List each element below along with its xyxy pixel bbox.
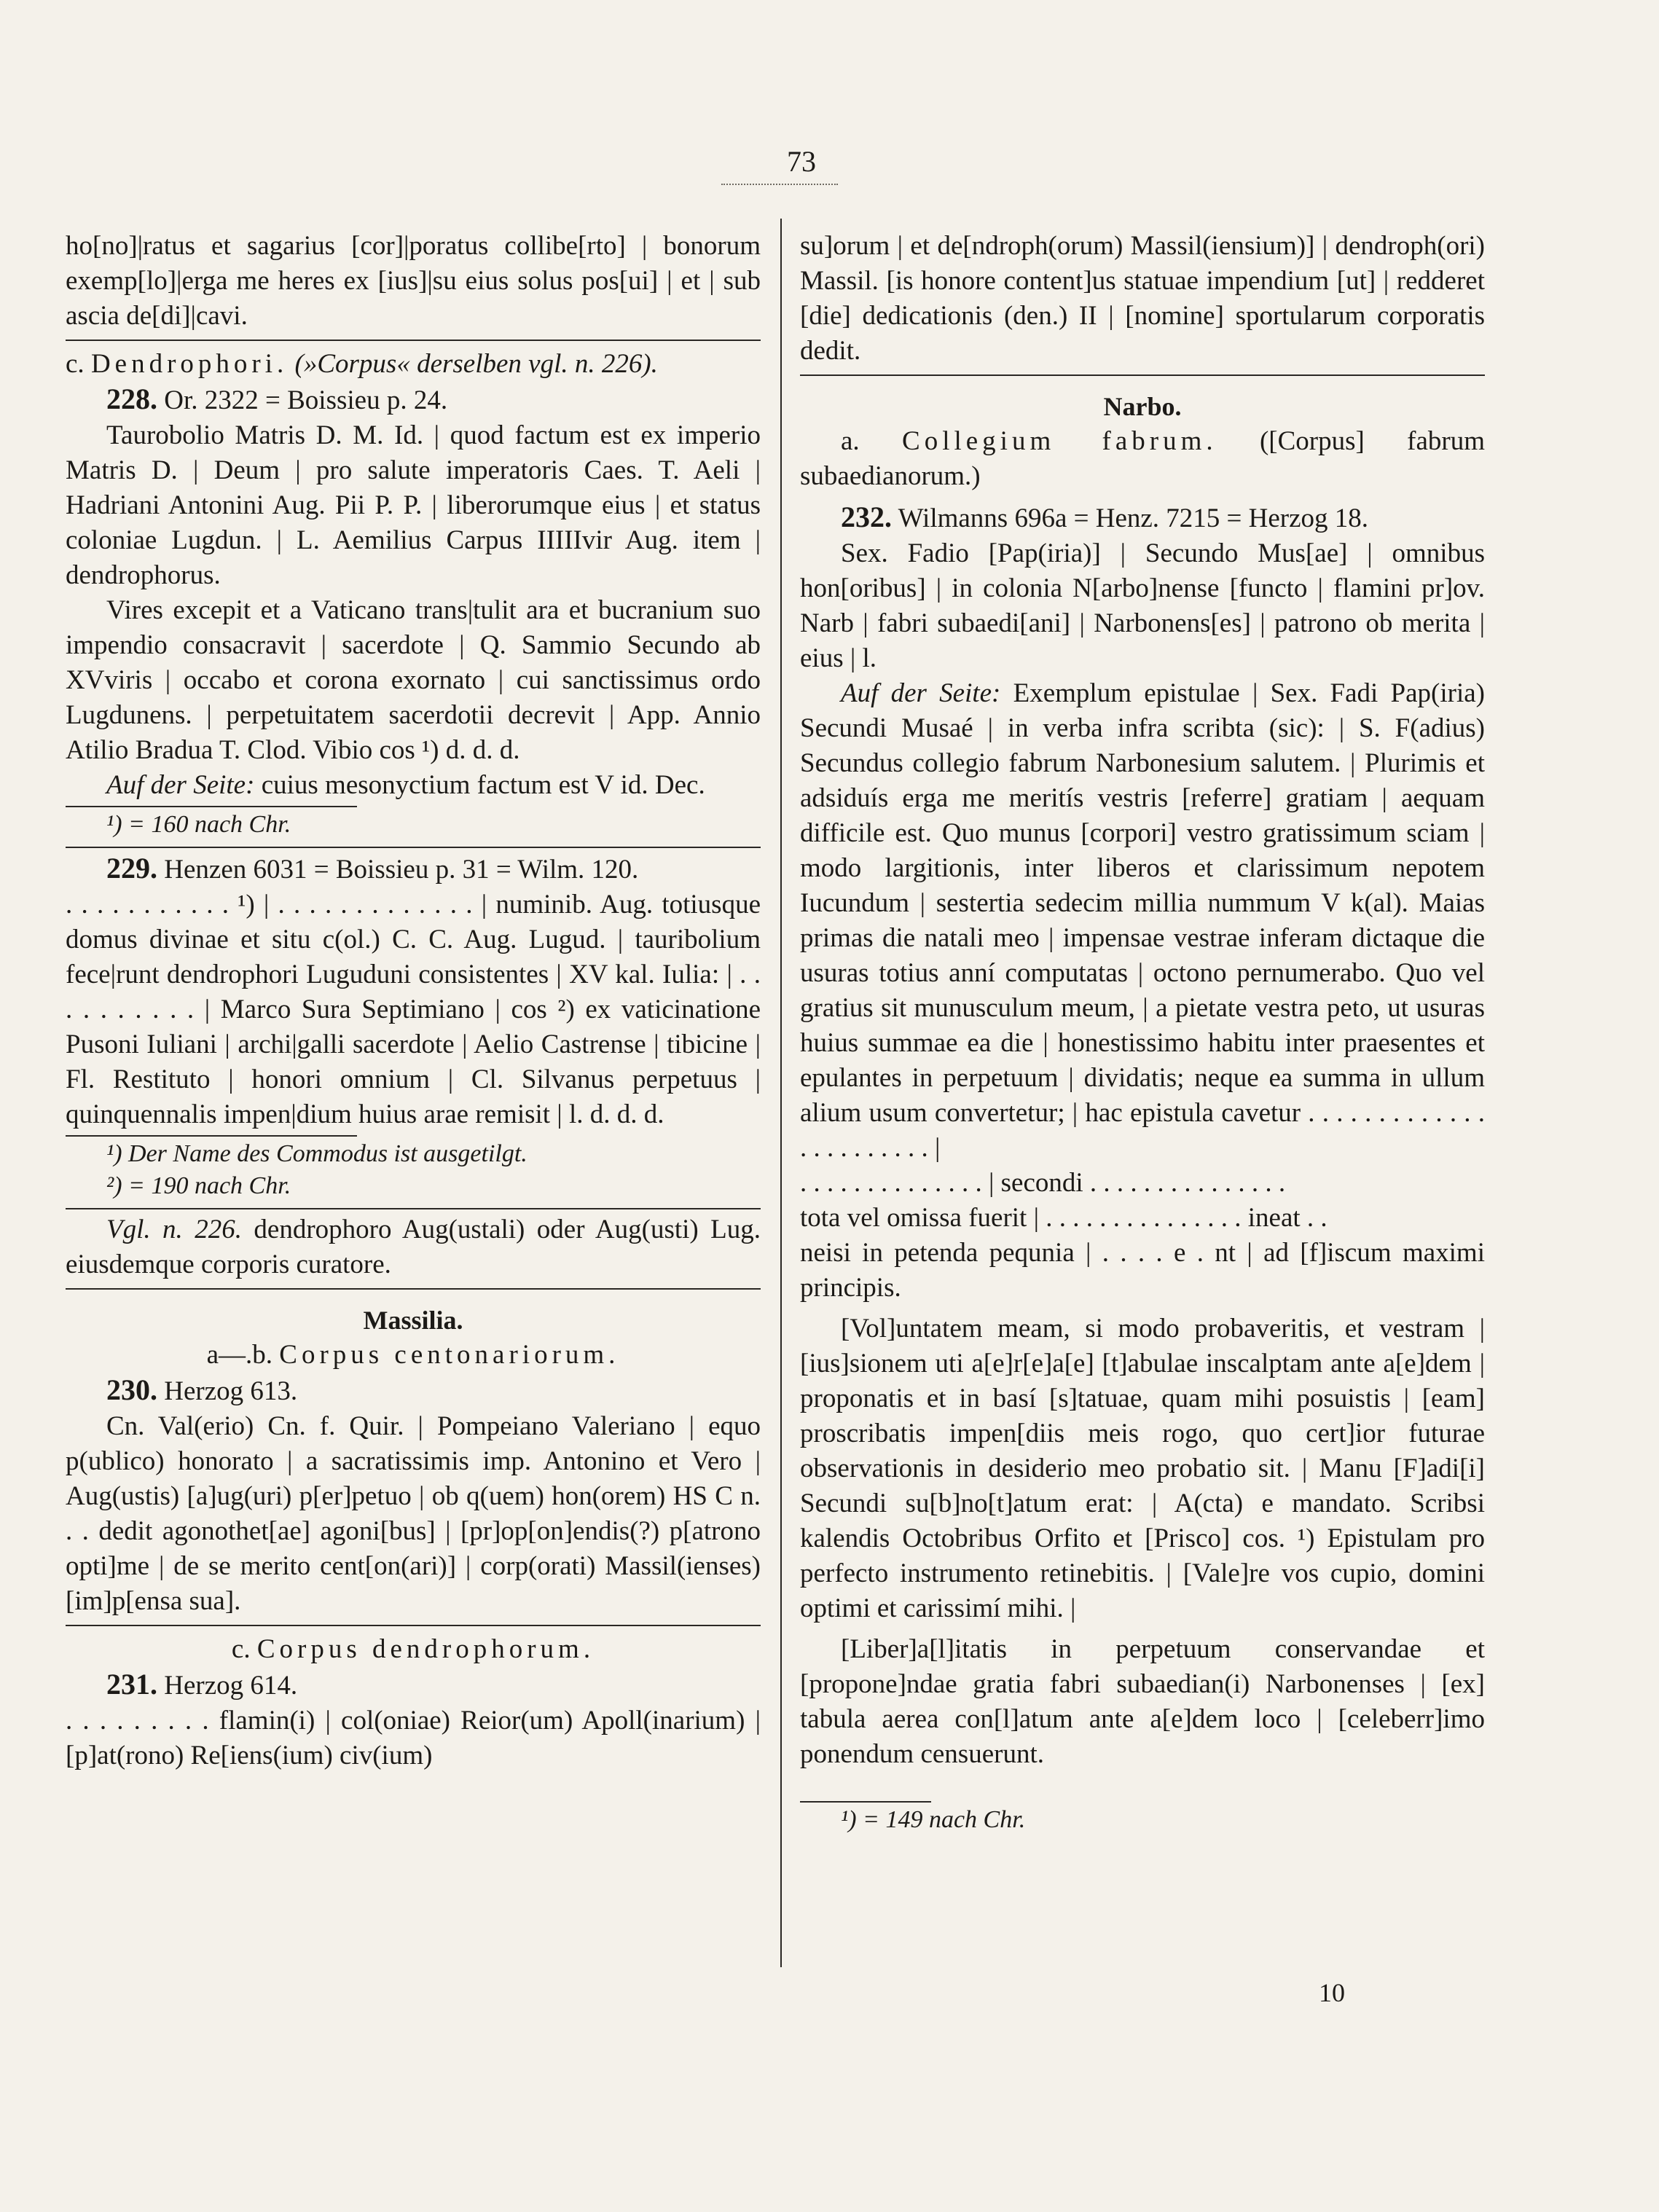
entry-231-text: . . . . . . . . . flamin(i) | col(oniae) Reior(um) Apoll(inarium) | [p]at(rono) Re[iens(ium) civ(ium) — [66, 1706, 761, 1770]
side-label: Auf der Seite: — [106, 770, 255, 800]
divider — [66, 340, 761, 341]
entry-reference: Herzog 613. — [164, 1376, 298, 1406]
entry-reference: Or. 2322 = Boissieu p. 24. — [164, 385, 448, 415]
entry-reference: Henzen 6031 = Boissieu p. 31 = Wilm. 120. — [164, 855, 639, 885]
section-label: a. — [841, 426, 860, 456]
entry-reference: Wilmanns 696a = Henz. 7215 = Herzog 18. — [898, 503, 1369, 533]
entry-number: 231. — [106, 1668, 157, 1701]
section-label: c. — [66, 349, 85, 379]
entry-229-header — [66, 851, 761, 887]
entry-reference: Herzog 614. — [164, 1671, 298, 1701]
divider — [66, 1288, 761, 1290]
entry-number: 228. — [106, 383, 157, 415]
entry-232-paragraph-2: [Vol]untatem meam, si modo probaveritis, et vestram | [ius]sionem uti a[e]r[e]a[e] [t]abulae inscalptam ante a[e]dem | proponatis et in basí [s]tatuae, quam mihi posuistis | [eam] proscribatis impen[diis meis rogo, quo cert]ior futurae observationis in desiderio meo probatio sit. | Manu [F]adi[i] Secundi su[b]no[t]atum erat: | A(cta) e mandato. Scribsi kalendis Octobribus Orfito et [Prisco] cos. ¹) Epistulam pro perfecto instrumento retinebitis. | [Vale]re vos cupio, domini optimi et carissimí mihi. | — [800, 1314, 1485, 1623]
place-heading-narbo: Narbo. — [1103, 392, 1182, 421]
page-number-ornament — [721, 184, 838, 189]
footnote-232: ¹) = 149 nach Chr. — [841, 1806, 1026, 1833]
cross-reference-text: dendrophoro Aug(ustali) oder Aug(usti) Lug. eiusdemque corporis curatore. — [66, 1215, 761, 1279]
sheet-signature: 10 — [1319, 1978, 1345, 2007]
entry-number: 232. — [841, 501, 892, 533]
entry-232-gap-line-1: . . . . . . . . . . . . . . | secondi . . . . . . . . . . . . . . . — [800, 1168, 1286, 1198]
footnote-229a: ¹) Der Name des Commodus ist ausgetilgt. — [106, 1140, 527, 1167]
entry-230-header — [66, 1373, 761, 1409]
footnote-228: ¹) = 160 nach Chr. — [106, 811, 291, 838]
section-label: c. — [231, 1634, 251, 1664]
entry-232-gap-line-3: neisi in petenda pequnia | . . . . e . nt | ad [f]iscum maximi principis. — [800, 1238, 1485, 1303]
side-text: Exemplum epistulae | Sex. Fadi Pap(iria) Secundi Musaé | in verba infra scribta (sic): | S. F(adius) Secundus collegio fabrum Narbonesium salutem. | Plurimis et adsiduís erga me meritís vestris [referre] gratiam | aequam difficile est. Quo munus [corpori] vestro gratissimum sciam | modo largitionis, inter liberos et clarissimum nepotem Iucundum | sestertia sedecim millia nummum V k(al). Maias primas die natali meo | impensae vestrae inferam dictaque die usuras totius anní computatas | octono pernumerabo. Quo vel gratius sit munusculum meum, | a pietate vestra peto, ut usuras huius summae ea die | honestissimo habitu inter praesentes et epulantes in perpetuum | dividatis; neque ea summa in ullum alium usum convertetur; | hac epistula cavetur . . . . . . . . . . . . . . . . . . . . . . . | — [800, 678, 1485, 1163]
place-heading-massilia: Massilia. — [363, 1306, 463, 1335]
cross-reference — [66, 1212, 761, 1282]
entry-232-gap-line-2: tota vel omissa fuerit | . . . . . . . . . . . . . . . ineat . . — [800, 1203, 1327, 1233]
section-heading-dendrophori — [66, 347, 761, 382]
entry-232-header — [800, 500, 1485, 536]
section-title: Corpus dendrophorum. — [256, 1634, 595, 1664]
entry-number: 229. — [106, 852, 157, 885]
divider — [66, 847, 761, 848]
right-column — [800, 229, 1485, 1836]
entry-230-text: Cn. Val(erio) Cn. f. Quir. | Pompeiano Valeriano | equo p(ublico) honorato | a sacratissimis imp. Antonino et Vero | Aug(ustis) [a]ug(uri) p[er]petuo | ob q(uem) hon(orem) HS C n. . . dedit agonothet[ae] agoni[bus] | [pr]op[on]endis(?) p[atrono opti]me | de se merito cent[on(ari)] | corp(orati) Massil(ienses) [im]p[ensa sua]. — [66, 1411, 761, 1616]
side-label: Auf der Seite: — [841, 678, 1001, 708]
page-number: 73 — [787, 145, 816, 178]
section-label: a—.b. — [206, 1340, 273, 1370]
entry-229-text: . . . . . . . . . . . ¹) | . . . . . . . . . . . . . | numinib. Aug. totiusque domus divinae et situ c(ol.) C. C. Aug. Lugud. | tauribolium fece|runt dendrophori Luguduni consistentes | XV kal. Iulia: | . . . . . . . . . . | Marco Sura Septimiano | cos ²) ex vaticinatione Pusoni Iuliani | archi|galli sacerdote | Aelio Castrense | tibicine | Fl. Restituto | honori omnium | Cl. Silvanus perpetuus | quinquennalis impen|dium huius arae remisit | l. d. d. d. — [66, 890, 761, 1129]
divider — [800, 374, 1485, 376]
entry-228-text-2: Vires excepit et a Vaticano trans|tulit ara et bucranium suo impendio consacravit | sacerdote | Q. Sammio Secundo ab XVviris | occabo et corona exornato | cui sanctissimus ordo Lugdunens. | perpetuitatem sacerdotii decrevit | App. Annio Atilio Bradua T. Clod. Vibio cos ¹) d. d. d. — [66, 595, 761, 765]
entry-232-paragraph-3: [Liber]a[l]itatis in perpetuum conservandae et [propone]ndae gratia fabri subaedian(i) Narbonenses | [ex] tabula aerea con[l]atum ante a[e]dem loco | [celeberr]imo ponendum censuerunt. — [800, 1634, 1485, 1769]
footnote-divider — [66, 806, 357, 807]
footnote-divider — [66, 1135, 357, 1137]
entry-232-text: Sex. Fadio [Pap(iria)] | Secundo Mus[ae] | omnibus hon[oribus] | in colonia N[arbo]nense [functo | flamini pr]ov. Narb | fabri subaedi[ani] | Narbonens[es] | patrono ob merita | eius | l. — [800, 538, 1485, 673]
entry-232-side — [800, 676, 1485, 1166]
section-note: ([Corpus] fabrum subaedianorum.) — [800, 426, 1486, 491]
section-title: Collegium fabrum. — [902, 426, 1217, 456]
divider — [66, 1625, 761, 1626]
inscription-continuation: ho[no]|ratus et sagarius [cor]|poratus collibe[rto] | bonorum exemp[lo]|erga me heres ex [ius]|su eius solus pos[ui] | et | sub ascia de[di]|cavi. — [66, 231, 761, 331]
column-divider — [780, 219, 782, 1967]
entry-228-header — [66, 382, 761, 418]
divider — [66, 1208, 761, 1209]
section-heading-centonarii — [66, 1338, 761, 1373]
cross-reference-label: Vgl. n. 226. — [106, 1215, 242, 1244]
section-note: (»Corpus« derselben vgl. n. 226). — [294, 349, 658, 379]
section-heading-dendrophorum — [66, 1632, 761, 1667]
left-column — [66, 229, 761, 1773]
section-title: Corpus centonariorum. — [279, 1340, 620, 1370]
entry-228-text: Taurobolio Matris D. M. Id. | quod factum est ex imperio Matris D. | Deum | pro salute imperatoris Caes. T. Aeli | Hadriani Antonini Aug. Pii P. P. | liberorumque eius | et status coloniae Lugdun. | L. Aemilius Carpus IIIIIvir Aug. item | dendrophorus. — [66, 420, 761, 590]
footnote-229b: ²) = 190 nach Chr. — [106, 1172, 291, 1199]
footnote-divider — [800, 1801, 931, 1803]
entry-231-header — [66, 1667, 761, 1703]
section-heading-fabrum — [800, 424, 1485, 494]
section-title: Dendrophori. — [90, 349, 289, 379]
entry-228-side — [66, 768, 761, 803]
entry-231-continuation: su]orum | et de[ndroph(orum) Massil(iensium)] | dendroph(ori) Massil. [is honore content]us statuae impendium [ut] | redderet [die] dedicationis (den.) II | [nomine] sportularum corporatis dedit. — [800, 231, 1485, 366]
side-text: cuius mesonyctium factum est V id. Dec. — [261, 770, 705, 800]
entry-number: 230. — [106, 1373, 157, 1406]
